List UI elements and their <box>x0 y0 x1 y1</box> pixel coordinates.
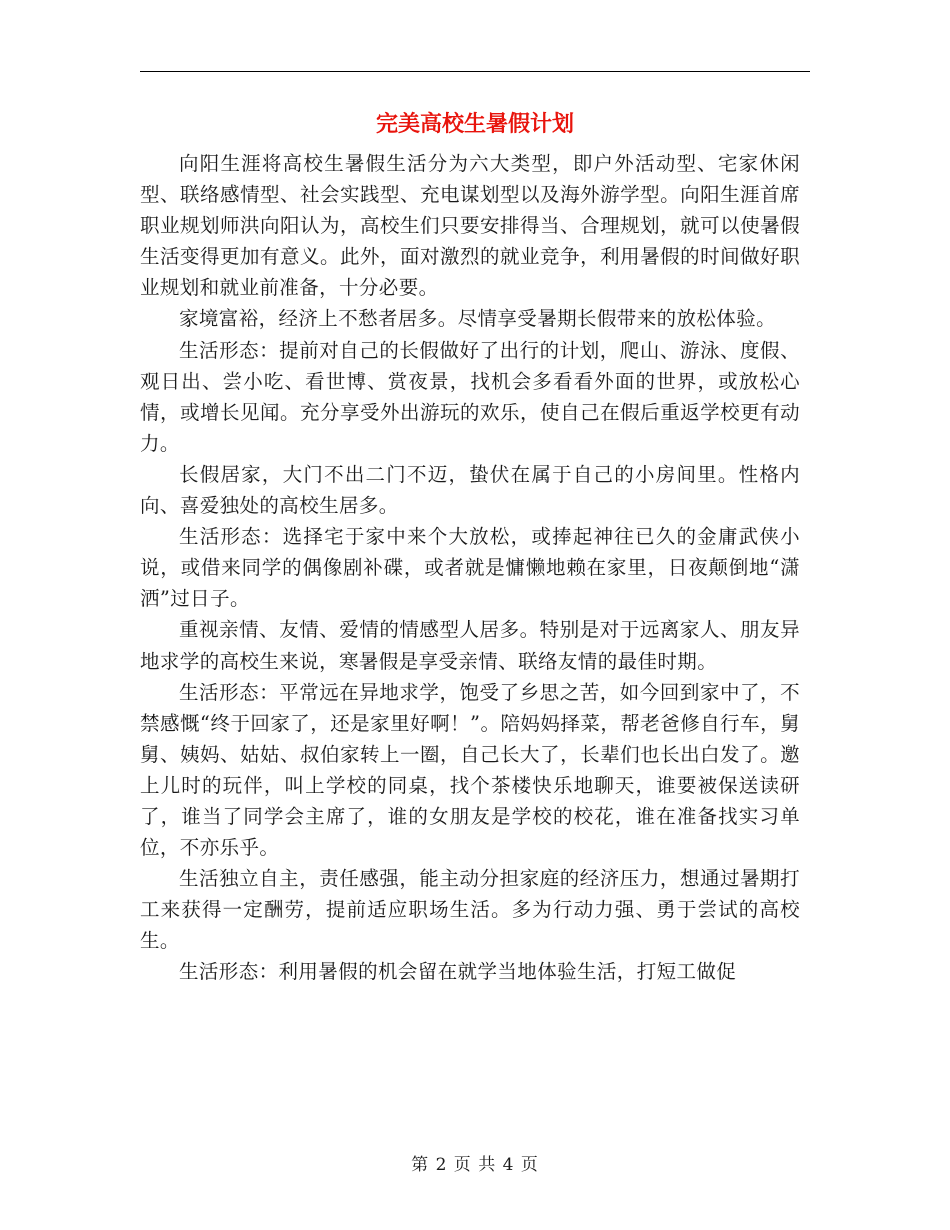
paragraph-homebody-lifestyle: 生活形态：选择宅于家中来个大放松，或捧起神往已久的金庸武侠小说，或借来同学的偶像剧补碟，或者就是慵懒地赖在家里，日夜颠倒地“潇洒”过日子。 <box>140 525 800 611</box>
paragraph-emotional-type: 重视亲情、友情、爱情的情感型人居多。特别是对于远离家人、朋友异地求学的高校生来说，寒暑假是享受亲情、联络友情的最佳时期。 <box>140 618 800 673</box>
page-number-footer: 第 2 页 共 4 页 <box>411 1155 539 1175</box>
paragraph-outdoor-lifestyle: 生活形态：提前对自己的长假做好了出行的计划，爬山、游泳、度假、观日出、尝小吃、看世博、赏夜景，找机会多看看外面的世界，或放松心情，或增长见闻。充分享受外出游玩的欢乐，使自己在假后重返学校更有动力。 <box>140 338 800 455</box>
document-title: 完美高校生暑假计划 <box>375 112 574 137</box>
paragraph-intro: 向阳生涯将高校生暑假生活分为六大类型，即户外活动型、宅家休闲型、联络感情型、社会实践型、充电谋划型以及海外游学型。向阳生涯首席职业规划师洪向阳认为，高校生们只要安排得当、合理规划，就可以使暑假生活变得更加有意义。此外，面对激烈的就业竞争，利用暑假的时间做好职业规划和就业前准备，十分必要。 <box>140 152 800 300</box>
paragraph-practice-lifestyle: 生活形态：利用暑假的机会留在就学当地体验生活，打短工做促 <box>179 960 737 984</box>
document-body <box>140 148 800 988</box>
paragraph-outdoor-type: 家境富裕，经济上不愁者居多。尽情享受暑期长假带来的放松体验。 <box>179 307 777 331</box>
paragraph-practice-type: 生活独立自主，责任感强，能主动分担家庭的经济压力，想通过暑期打工来获得一定酬劳，提前适应职场生活。多为行动力强、勇于尝试的高校生。 <box>140 867 800 953</box>
header-rule <box>140 71 810 72</box>
paragraph-emotional-lifestyle: 生活形态：平常远在异地求学，饱受了乡思之苦，如今回到家中了，不禁感慨“终于回家了，还是家里好啊！”。陪妈妈择菜，帮老爸修自行车，舅舅、姨妈、姑姑、叔伯家转上一圈，自己长大了，长辈们也长出白发了。邀上儿时的玩伴，叫上学校的同桌，找个茶楼快乐地聊天，谁要被保送读研了，谁当了同学会主席了，谁的女朋友是学校的校花，谁在准备找实习单位，不亦乐乎。 <box>140 680 800 860</box>
paragraph-homebody-type: 长假居家，大门不出二门不迈，蛰伏在属于自己的小房间里。性格内向、喜爱独处的高校生居多。 <box>140 462 800 518</box>
